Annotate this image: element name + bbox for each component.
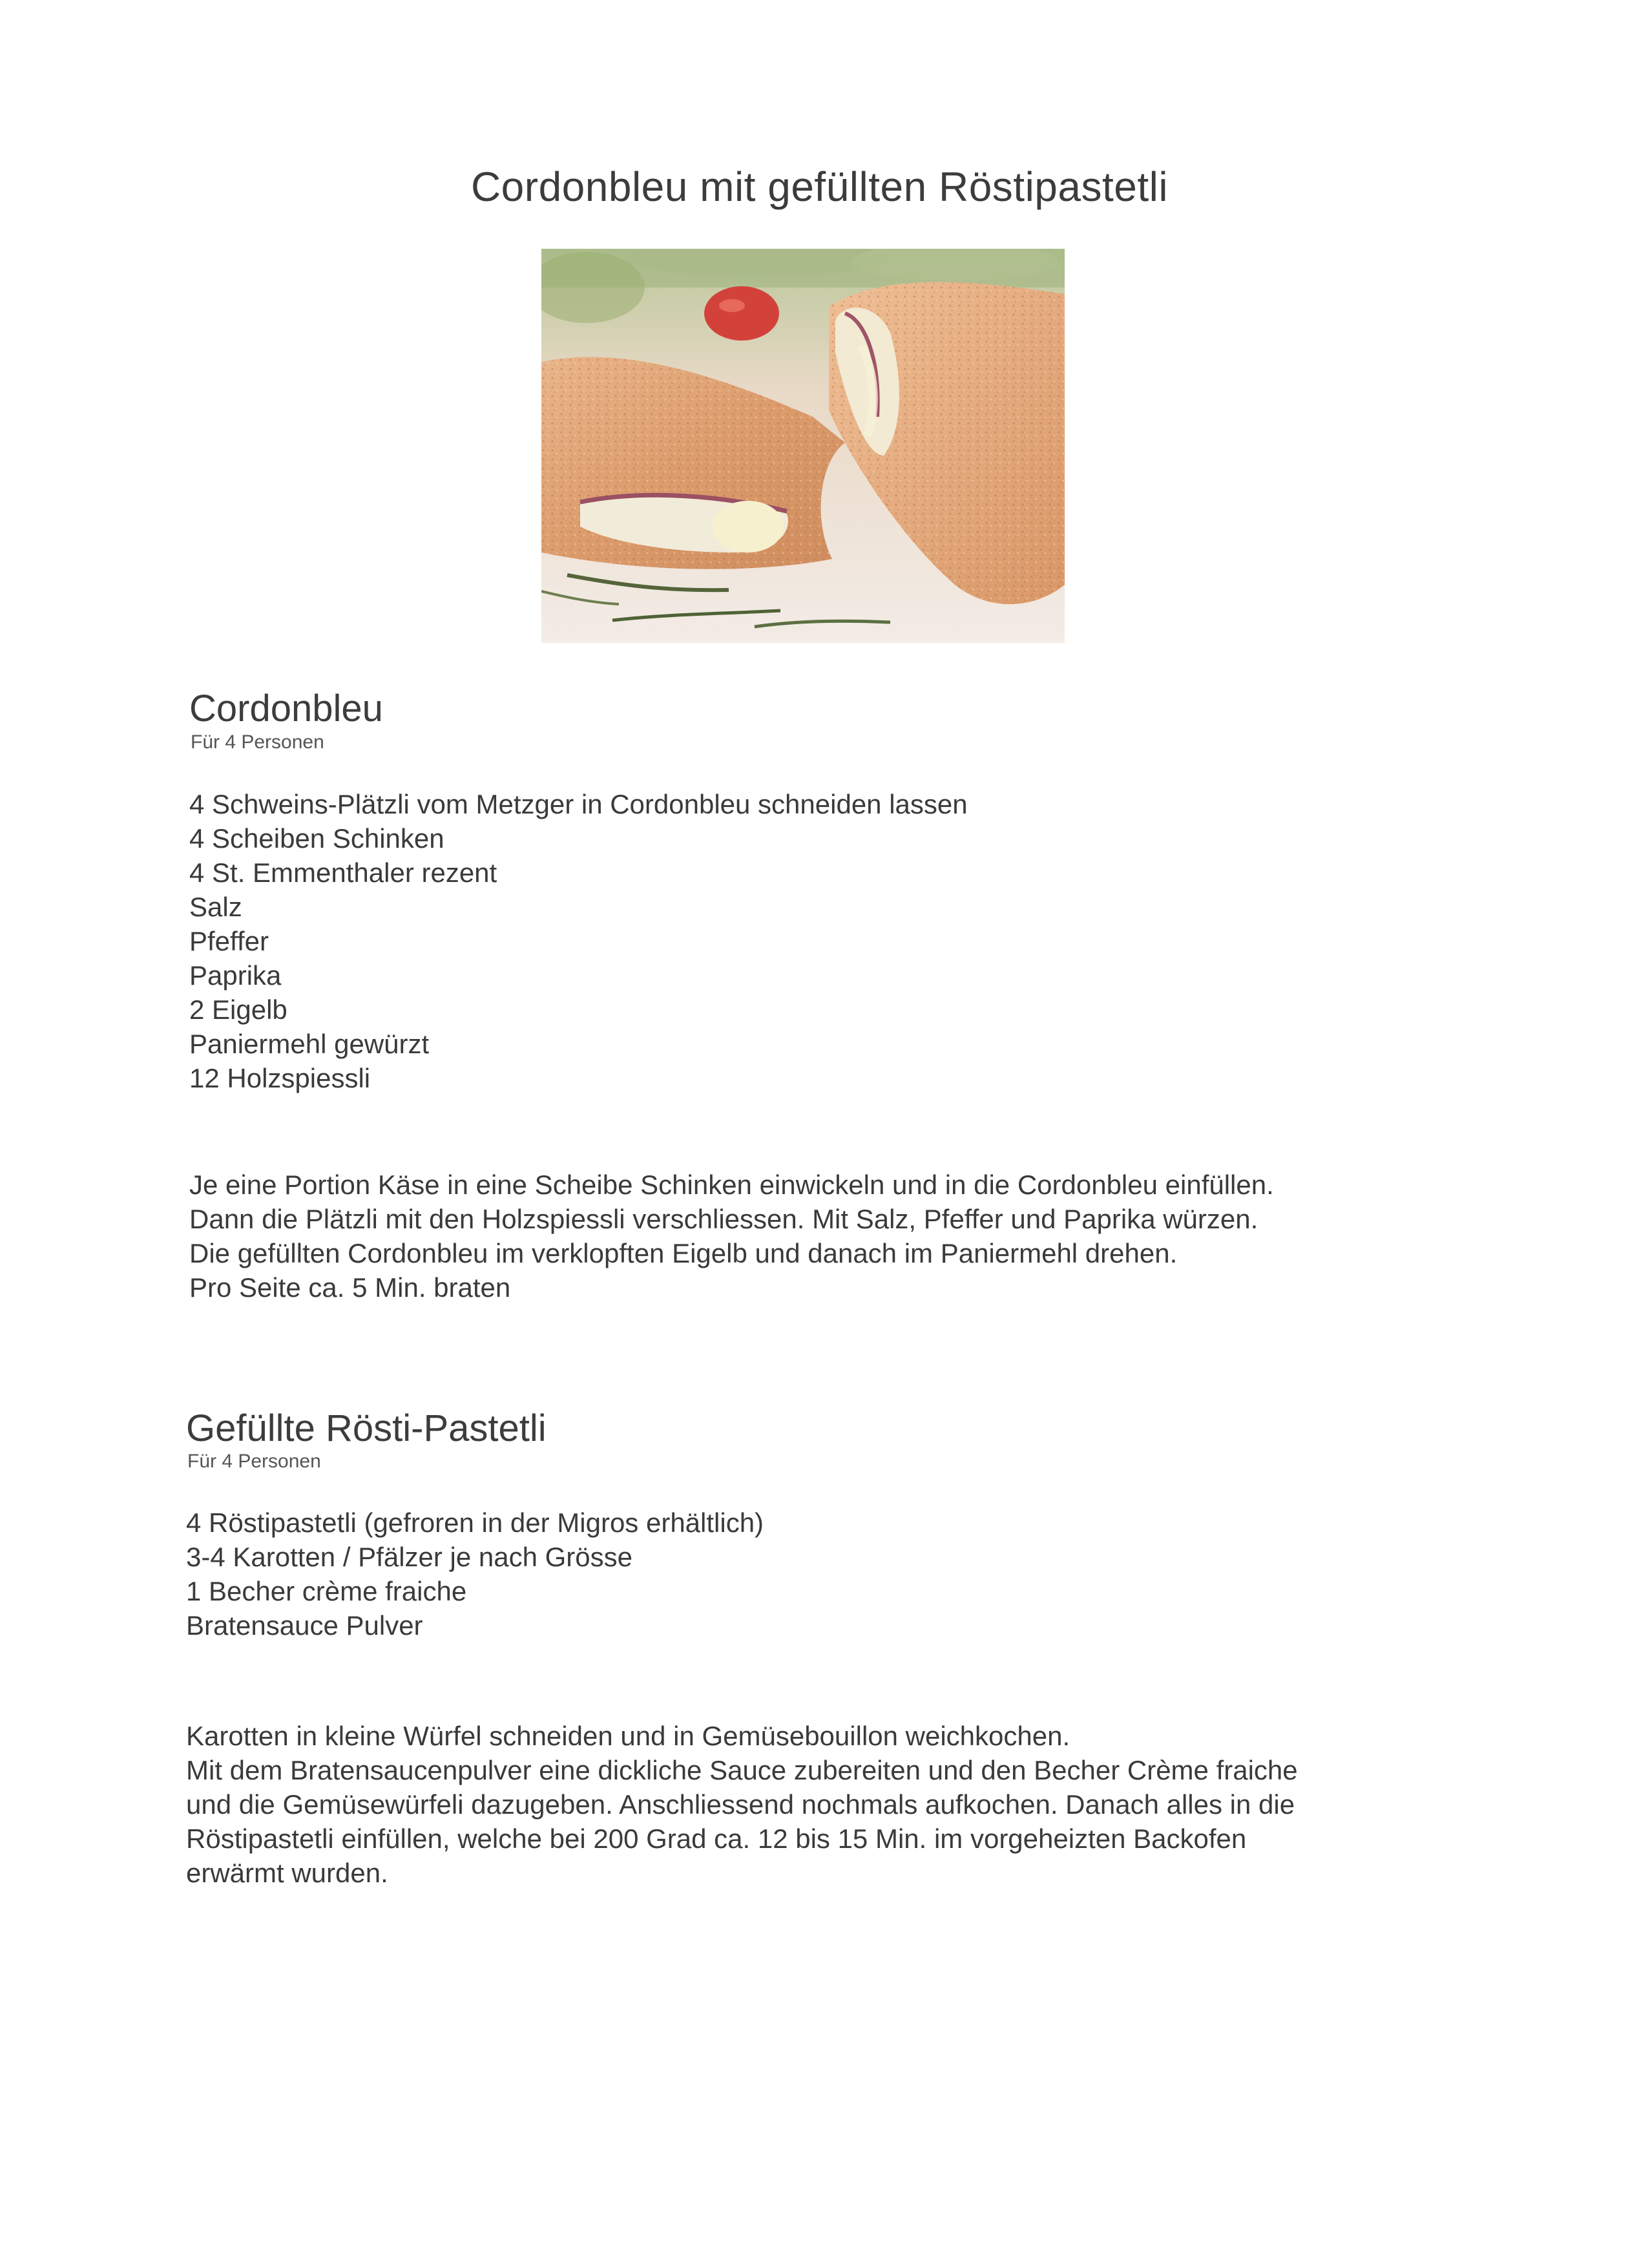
instruction-line: Karotten in kleine Würfel schneiden und in Gemüsebouillon weichkochen. xyxy=(186,1721,1070,1751)
cordon-bleu-photo xyxy=(541,249,1065,643)
ingredient-item: Salz xyxy=(189,892,242,922)
ingredient-list-cordonbleu xyxy=(189,787,968,1095)
ingredient-item: 4 Scheiben Schinken xyxy=(189,823,444,854)
section-heading-roesti-pastetli: Gefüllte Rösti-Pastetli xyxy=(186,1407,547,1449)
ingredient-item: 4 St. Emmenthaler rezent xyxy=(189,857,497,888)
instruction-line: erwärmt wurden. xyxy=(186,1858,388,1888)
instruction-line: Pro Seite ca. 5 Min. braten xyxy=(189,1272,511,1303)
servings-note-cordonbleu: Für 4 Personen xyxy=(191,731,324,753)
instruction-line: Dann die Plätzli mit den Holzspiessli verschliessen. Mit Salz, Pfeffer und Paprika würzen. xyxy=(189,1204,1258,1234)
ingredient-item: Bratensauce Pulver xyxy=(186,1610,423,1641)
instruction-line: und die Gemüsewürfeli dazugeben. Anschliessend nochmals aufkochen. Danach alles in die xyxy=(186,1789,1295,1820)
instructions-cordonbleu xyxy=(189,1168,1274,1305)
page-title: Cordonbleu mit gefüllten Röstipastetli xyxy=(470,163,1169,210)
instruction-line: Die gefüllten Cordonbleu im verklopften Eigelb und danach im Paniermehl drehen. xyxy=(189,1238,1178,1268)
instructions-roesti-pastetli xyxy=(186,1719,1298,1890)
section-heading-cordonbleu: Cordonbleu xyxy=(189,688,383,730)
servings-note-roesti-pastetli: Für 4 Personen xyxy=(187,1451,321,1472)
ingredient-item: 3-4 Karotten / Pfälzer je nach Grösse xyxy=(186,1542,633,1572)
ingredient-item: Paprika xyxy=(189,960,282,991)
instruction-line: Mit dem Bratensaucenpulver eine dickliche Sauce zubereiten und den Becher Crème fraiche xyxy=(186,1755,1298,1785)
ingredient-item: 12 Holzspiessli xyxy=(189,1063,371,1093)
ingredient-item: Pfeffer xyxy=(189,926,269,956)
ingredient-item: Paniermehl gewürzt xyxy=(189,1029,430,1059)
ingredient-list-roesti-pastetli xyxy=(186,1506,764,1643)
ingredient-item: 1 Becher crème fraiche xyxy=(186,1576,467,1606)
ingredient-item: 4 Schweins-Plätzli vom Metzger in Cordonbleu schneiden lassen xyxy=(189,789,968,819)
ingredient-item: 2 Eigelb xyxy=(189,994,287,1025)
instruction-line: Je eine Portion Käse in eine Scheibe Schinken einwickeln und in die Cordonbleu einfüllen. xyxy=(189,1170,1274,1200)
instruction-line: Röstipastetli einfüllen, welche bei 200 Grad ca. 12 bis 15 Min. im vorgeheizten Backofen xyxy=(186,1823,1247,1854)
ingredient-item: 4 Röstipastetli (gefroren in der Migros erhältlich) xyxy=(186,1507,764,1538)
